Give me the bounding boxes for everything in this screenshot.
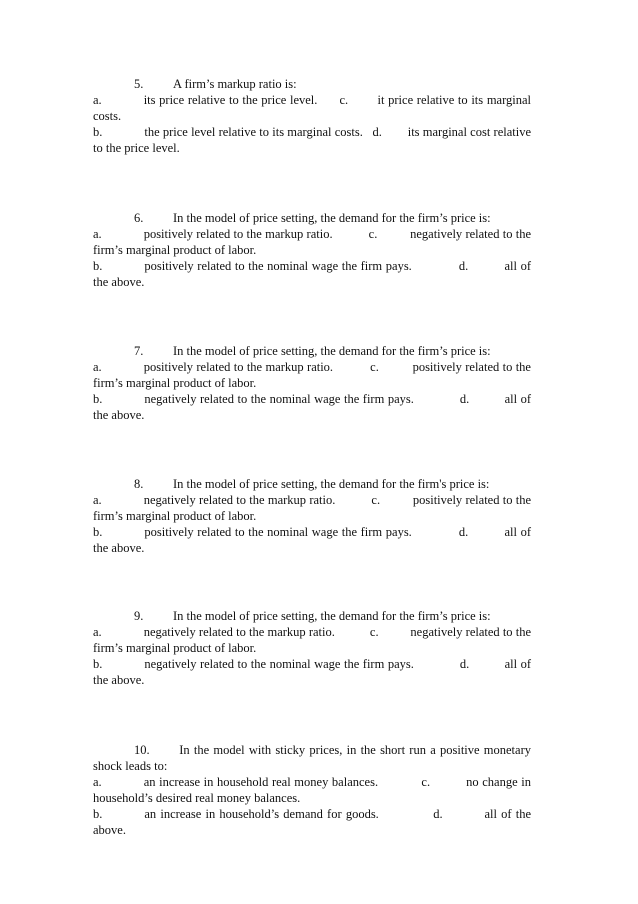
option-letter: d. — [459, 392, 470, 406]
question-text: In the model of price setting, the demand for the firm's price is: — [173, 477, 490, 491]
question-number: 5. — [134, 77, 144, 91]
option-row — [93, 774, 531, 806]
option-row — [93, 492, 531, 524]
option-row — [93, 258, 531, 290]
option-letter: d. — [459, 657, 470, 671]
option-letter: a. — [93, 93, 102, 107]
question-stem — [93, 210, 531, 226]
question-text: In the model of price setting, the demand for the firm’s price is: — [173, 609, 491, 623]
question-stem — [93, 76, 531, 92]
question-stem — [93, 608, 531, 624]
option-letter: b. — [93, 392, 103, 406]
question-stem — [93, 476, 531, 492]
option-letter: c. — [371, 493, 381, 507]
option-row — [93, 92, 531, 124]
option-text: negatively related to the firm’s marginal product of labor. — [93, 227, 531, 257]
option-letter: d. — [433, 807, 443, 821]
option-letter: a. — [93, 227, 102, 241]
option-letter: d. — [458, 259, 469, 273]
option-row — [93, 391, 531, 423]
option-letter: a. — [93, 625, 102, 639]
option-text: negatively related to the nominal wage the firm pays. — [144, 657, 414, 671]
option-text: its price relative to the price level. — [143, 93, 318, 107]
option-letter: a. — [93, 493, 102, 507]
question-number: 6. — [134, 211, 144, 225]
option-text: positively related to the nominal wage the firm pays. — [144, 525, 412, 539]
option-text: positively related to the markup ratio. — [143, 360, 334, 374]
option-text: all of the above. — [93, 807, 532, 837]
option-text: positively related to the markup ratio. — [143, 227, 333, 241]
option-text: all of the above. — [93, 525, 531, 555]
option-row — [93, 359, 531, 391]
option-letter: d. — [372, 125, 382, 139]
option-text: an increase in household real money balances. — [143, 775, 379, 789]
option-text: negatively related to the nominal wage the firm pays. — [144, 392, 414, 406]
option-letter: b. — [93, 657, 103, 671]
question-5 — [93, 76, 531, 156]
option-row — [93, 656, 531, 688]
question-9 — [93, 608, 531, 688]
option-text: its marginal cost relative to the price level. — [93, 125, 532, 155]
option-letter: b. — [93, 807, 103, 821]
option-letter: c. — [368, 227, 378, 241]
question-7 — [93, 343, 531, 423]
option-letter: c. — [421, 775, 431, 789]
question-text: A firm’s markup ratio is: — [173, 77, 297, 91]
option-text: no change in household’s desired real money balances. — [93, 775, 531, 805]
option-text: positively related to the nominal wage the firm pays. — [144, 259, 412, 273]
option-letter: b. — [93, 259, 103, 273]
question-text: In the model of price setting, the demand for the firm’s price is: — [173, 344, 491, 358]
option-text: positively related to the firm’s marginal product of labor. — [93, 360, 531, 390]
option-letter: d. — [458, 525, 469, 539]
option-text: positively related to the firm’s marginal product of labor. — [93, 493, 532, 523]
option-text: the price level relative to its marginal costs. — [144, 125, 363, 139]
option-text: all of the above. — [93, 392, 532, 422]
option-text: negatively related to the firm’s marginal product of labor. — [93, 625, 532, 655]
option-text: all of the above. — [93, 657, 532, 687]
question-number: 7. — [134, 344, 144, 358]
question-number: 10. — [134, 743, 150, 757]
question-stem — [93, 742, 531, 774]
option-row — [93, 806, 531, 838]
question-10 — [93, 742, 531, 838]
option-text: an increase in household’s demand for goods. — [144, 807, 379, 821]
option-letter: b. — [93, 125, 103, 139]
option-text: negatively related to the markup ratio. — [143, 493, 336, 507]
option-letter: a. — [93, 775, 102, 789]
option-letter: a. — [93, 360, 102, 374]
option-text: all of the above. — [93, 259, 531, 289]
question-6 — [93, 210, 531, 290]
option-text: it price relative to its marginal costs. — [93, 93, 532, 123]
question-text: In the model with sticky prices, in the short run a positive monetary shock leads to: — [93, 743, 531, 773]
question-number: 9. — [134, 609, 144, 623]
question-number: 8. — [134, 477, 144, 491]
question-text: In the model of price setting, the demand for the firm’s price is: — [173, 211, 491, 225]
option-letter: b. — [93, 525, 103, 539]
option-letter: c. — [370, 360, 379, 374]
option-row — [93, 226, 531, 258]
question-stem — [93, 343, 531, 359]
option-letter: c. — [339, 93, 349, 107]
option-text: negatively related to the markup ratio. — [143, 625, 335, 639]
option-row — [93, 124, 531, 156]
option-row — [93, 624, 531, 656]
question-8 — [93, 476, 531, 556]
option-row — [93, 524, 531, 556]
option-letter: c. — [369, 625, 379, 639]
